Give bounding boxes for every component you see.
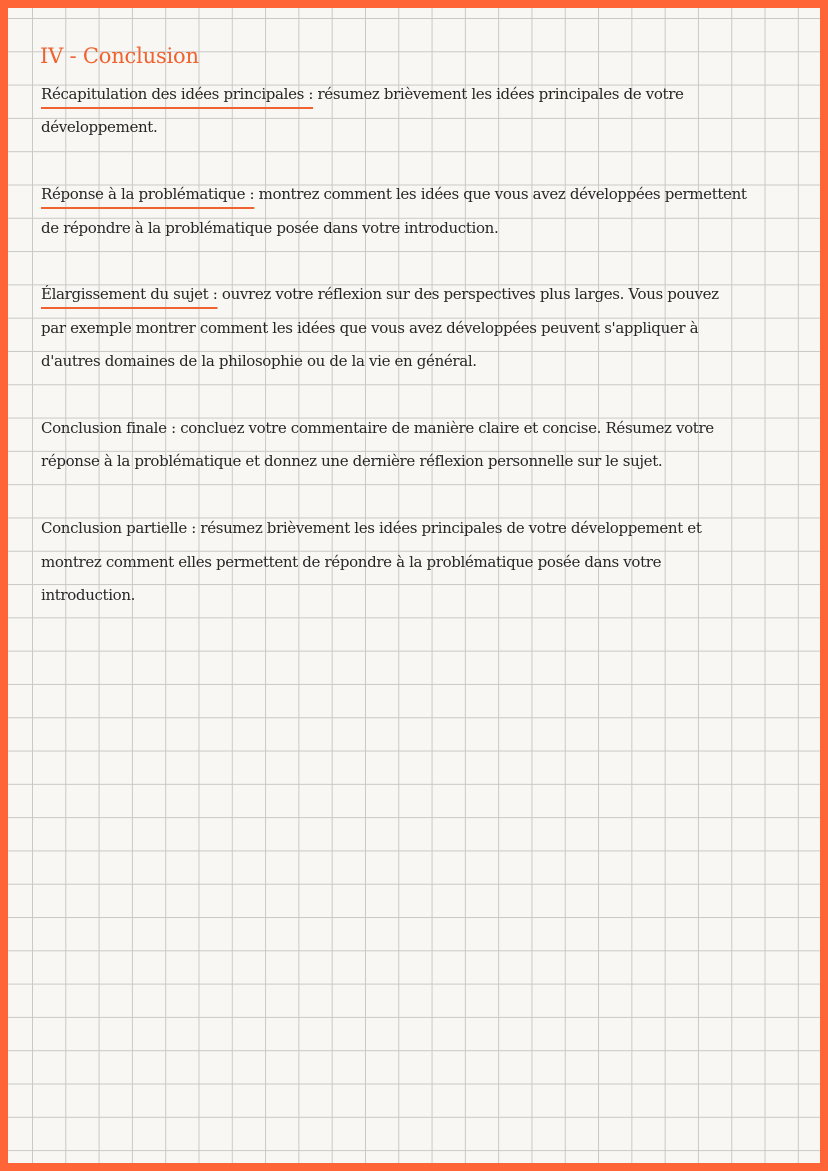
text-line: réponse à la problématique et donnez une dernière réflexion personnelle sur le sujet. [41,452,663,471]
grid-paper-sheet [8,8,820,1163]
text-line: de répondre à la problématique posée dans votre introduction. [41,218,499,237]
paragraph-reponse [41,178,816,245]
text-line [41,278,816,311]
text-line: introduction. [41,586,136,605]
text-line: par exemple montrer comment les idées que vous avez développées peuvent s'appliquer à [41,318,699,337]
text-line [41,178,816,211]
paragraph-elargissement [41,278,816,378]
paragraph-conclusion-finale [41,412,816,479]
section-body [41,78,816,646]
underlined-term: Récapitulation des idées principales : [41,85,314,103]
text-line: Conclusion partielle : résumez brièvement les idées principales de votre développement et [41,519,702,538]
text-segment: ouvrez votre réflexion sur des perspectives plus larges. Vous pouvez [217,285,719,304]
text-line: montrez comment elles permettent de répondre à la problématique posée dans votre [41,552,662,571]
section-title: IV - Conclusion [40,44,199,68]
text-line: d'autres domaines de la philosophie ou de la vie en général. [41,352,477,371]
text-line: développement. [41,118,158,137]
text-line: Conclusion finale : concluez votre commentaire de manière claire et concise. Résumez votre [41,419,714,438]
text-segment: montrez comment les idées que vous avez développées permettent [254,185,747,204]
text-segment: résumez brièvement les idées principales de votre [313,85,684,103]
underlined-term: Élargissement du sujet : [41,285,218,304]
paragraph-conclusion-partielle [41,512,816,612]
underlined-term: Réponse à la problématique : [41,185,255,204]
paragraph-recapitulation [41,78,816,145]
text-line [41,78,816,111]
